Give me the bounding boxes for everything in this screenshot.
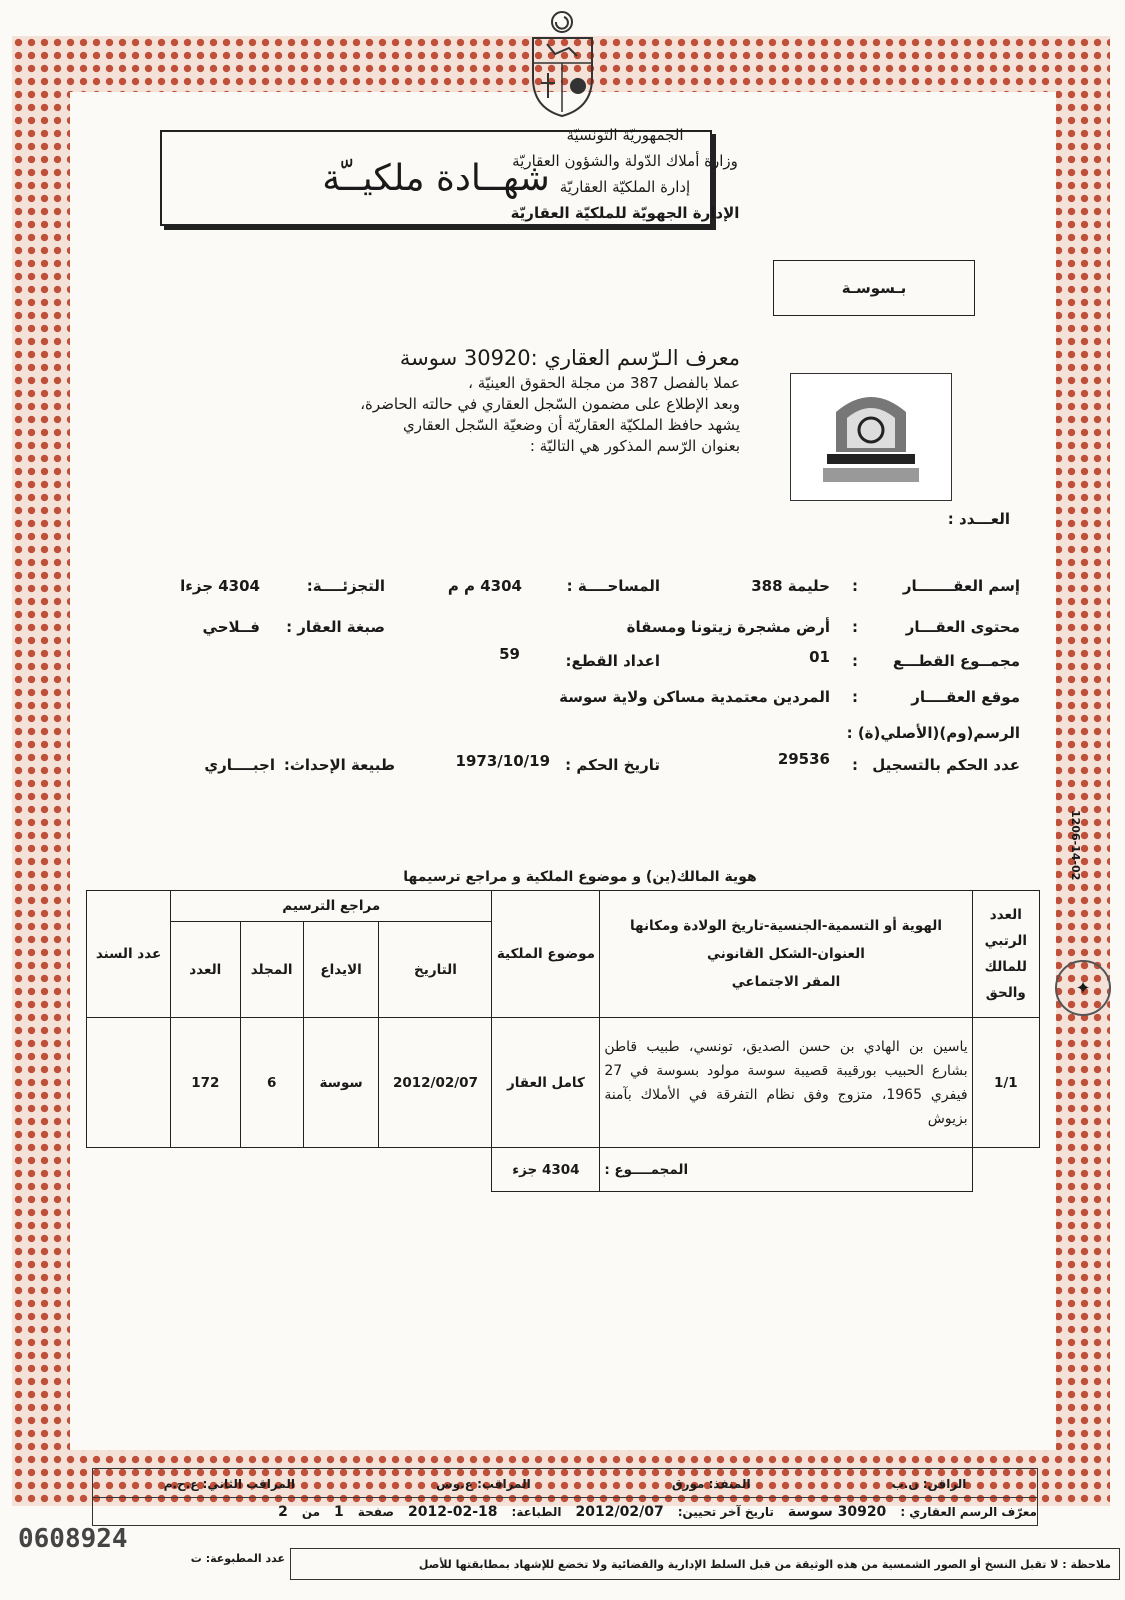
city-name: بـسوسـة: [841, 279, 907, 297]
directorate-line: إدارة الملكيّة العقاريّة: [559, 178, 691, 196]
table-row: [87, 1018, 1040, 1148]
republic-line: الجمهوريّة التونسيّة: [566, 126, 684, 144]
number-header: العدد: [171, 922, 240, 1018]
nature-label: طبيعة الإحداث:: [283, 756, 395, 774]
number-label: العـــدد :: [947, 510, 1010, 528]
plots-label: مجمــوع القطـــع: [892, 652, 1020, 670]
page-number: 1: [334, 1504, 344, 1520]
rank-header: العدد الرتبي للمالك والحق: [972, 891, 1039, 1018]
owner-deed: [87, 1018, 171, 1148]
content-value: أرض مشجرة زيتونا ومسقاة: [626, 618, 830, 636]
date-header: التاريخ: [379, 922, 492, 1018]
intro-line: يشهد حافظ الملكيّة العقاريّة أن وضعيّة السّجل العقاري: [402, 416, 740, 434]
total-label: المجمــــوع :: [600, 1148, 972, 1192]
owner-volume: 6: [240, 1018, 303, 1148]
footer-note: [290, 1548, 1120, 1580]
owners-section-title: هوية المالك(ين) و موضوع الملكية و مراجع ترسيمها: [403, 869, 757, 885]
intro-line: عملا بالفصل 387 من مجلة الحقوق العينيّة ،: [468, 374, 740, 392]
property-id-heading: معرف الـرّسم العقاري :30920 سوسة: [399, 346, 740, 370]
regional-directorate-line: الإدارة الجهويّة للملكيّة العقاريّة: [510, 204, 740, 222]
title-id-value: 30920 سوسة: [787, 1504, 887, 1520]
intro-block: [240, 348, 740, 457]
total-row: [87, 1148, 1040, 1192]
last-update-value: 2012/02/07: [575, 1504, 664, 1520]
location-label: موقع العقــــار: [911, 688, 1020, 706]
coat-of-arms-icon: [525, 8, 600, 118]
intro-line: وبعد الإطلاع على مضمون السّجل العقاري في حالته الحاضرة،: [360, 395, 740, 413]
parts-label: التجزئــــة:: [306, 577, 385, 595]
page-label: صفحة: [357, 1505, 394, 1519]
owner-number: 172: [171, 1018, 240, 1148]
judgment-value: 29536: [777, 750, 830, 768]
original-title-label: الرسم(وم)(الأصلي(ة) :: [846, 724, 1020, 742]
executor-field: المنفذ: مورق: [671, 1477, 751, 1491]
footer-meta: [93, 1499, 1047, 1525]
print-label: الطباعة:: [511, 1505, 562, 1519]
subject-header: موضوع الملكية: [492, 891, 600, 1018]
of-label: من: [301, 1505, 321, 1519]
judgment-label: عدد الحكم بالتسجيل: [872, 756, 1020, 774]
owner-date: 2012/02/07: [379, 1018, 492, 1148]
note-text: ملاحظة : لا تقبل النسخ أو الصور الشمسية من هذه الوثيقة من قبل السلط الإدارية والقضائية ولا تخضع للإشهاد بمطابقتها للأصل: [418, 1557, 1111, 1571]
controller-field: المراقب: ع.وس: [436, 1477, 531, 1491]
ministry-header: [465, 122, 785, 226]
judgment-date-label: تاريخ الحكم :: [565, 756, 660, 774]
owners-table: [86, 890, 1040, 1192]
content-label: محتوى العقـــار: [905, 618, 1020, 636]
identity-header: الهوية أو التسمية-الجنسية-تاريخ الولادة ومكانها العنوان-الشكل القانوني المقر الاجتماعي: [600, 891, 972, 1018]
property-type-label: صبغة العقار :: [286, 618, 385, 636]
property-name-value: حليمة 388: [751, 577, 830, 595]
print-date-value: 2012-02-18: [407, 1504, 498, 1520]
official-seal-icon: [790, 373, 952, 501]
round-stamp-icon: ✦: [1055, 960, 1111, 1016]
area-value: 4304 م م: [447, 577, 522, 595]
title-id-label: معرّف الرسم العقاري :: [900, 1505, 1037, 1519]
property-type-value: فــلاحي: [202, 618, 260, 636]
serial-number: 0608924: [18, 1524, 128, 1554]
page-total: 2: [278, 1504, 288, 1520]
plots-value: 01: [809, 648, 830, 666]
deed-header: عدد السند: [87, 891, 171, 1018]
owner-rank: 1/1: [972, 1018, 1039, 1148]
last-update-label: تاريخ آخر تحيين:: [677, 1505, 774, 1519]
printed-count-label: عدد المطبوعة:: [205, 1552, 285, 1565]
printed-count-value: ت: [190, 1552, 202, 1565]
property-name-label: إسم العقـــــــار: [902, 577, 1020, 595]
city-box: [773, 260, 975, 316]
volume-header: المجلد: [240, 922, 303, 1018]
intro-line: بعنوان الرّسم المذكور هي التاليّة :: [529, 437, 740, 455]
printed-count: [170, 1552, 285, 1565]
owner-subject: كامل العقار: [492, 1018, 600, 1148]
refs-header: مراجع الترسيم: [171, 891, 492, 922]
side-stamp: 1206-14-02: [1069, 810, 1082, 881]
footer-grid: [92, 1468, 1038, 1526]
second-controller-field: المراقب الثاني: ع.ح.م: [163, 1477, 295, 1491]
nature-value: اجبــــاري: [204, 756, 275, 774]
ministry-line: وزارة أملاك الدّولة والشؤون العقاريّة: [512, 152, 738, 170]
owner-deposit: سوسة: [303, 1018, 379, 1148]
location-value: المردين معتمدية مساكن ولاية سوسة: [559, 688, 830, 706]
parts-value: 4304 جزءا: [180, 577, 260, 595]
owner-identity: ياسين بن الهادي بن حسن الصديق، تونسي، طبيب قاطن بشارع الحبيب بورقيبة قصيبة سوسة مولود بسوسة في 27 فيفري 1965، متزوج وفق نظام التفرقة في الأملاك بآمنة بزيوش: [600, 1018, 972, 1148]
judgment-date-value: 1973/10/19: [455, 752, 550, 770]
title-text: شهــادة ملكيــّة: [322, 157, 550, 199]
area-label: المساحــــة :: [566, 577, 660, 595]
plots-count-label: اعداد القطع:: [565, 652, 660, 670]
typist-field: الراقن: ن.ب: [891, 1477, 967, 1491]
total-value: 4304 جزء: [492, 1148, 600, 1192]
plots-count-value: 59: [499, 645, 520, 663]
footer-signatures: [93, 1471, 1037, 1498]
deposit-header: الايداع: [303, 922, 379, 1018]
